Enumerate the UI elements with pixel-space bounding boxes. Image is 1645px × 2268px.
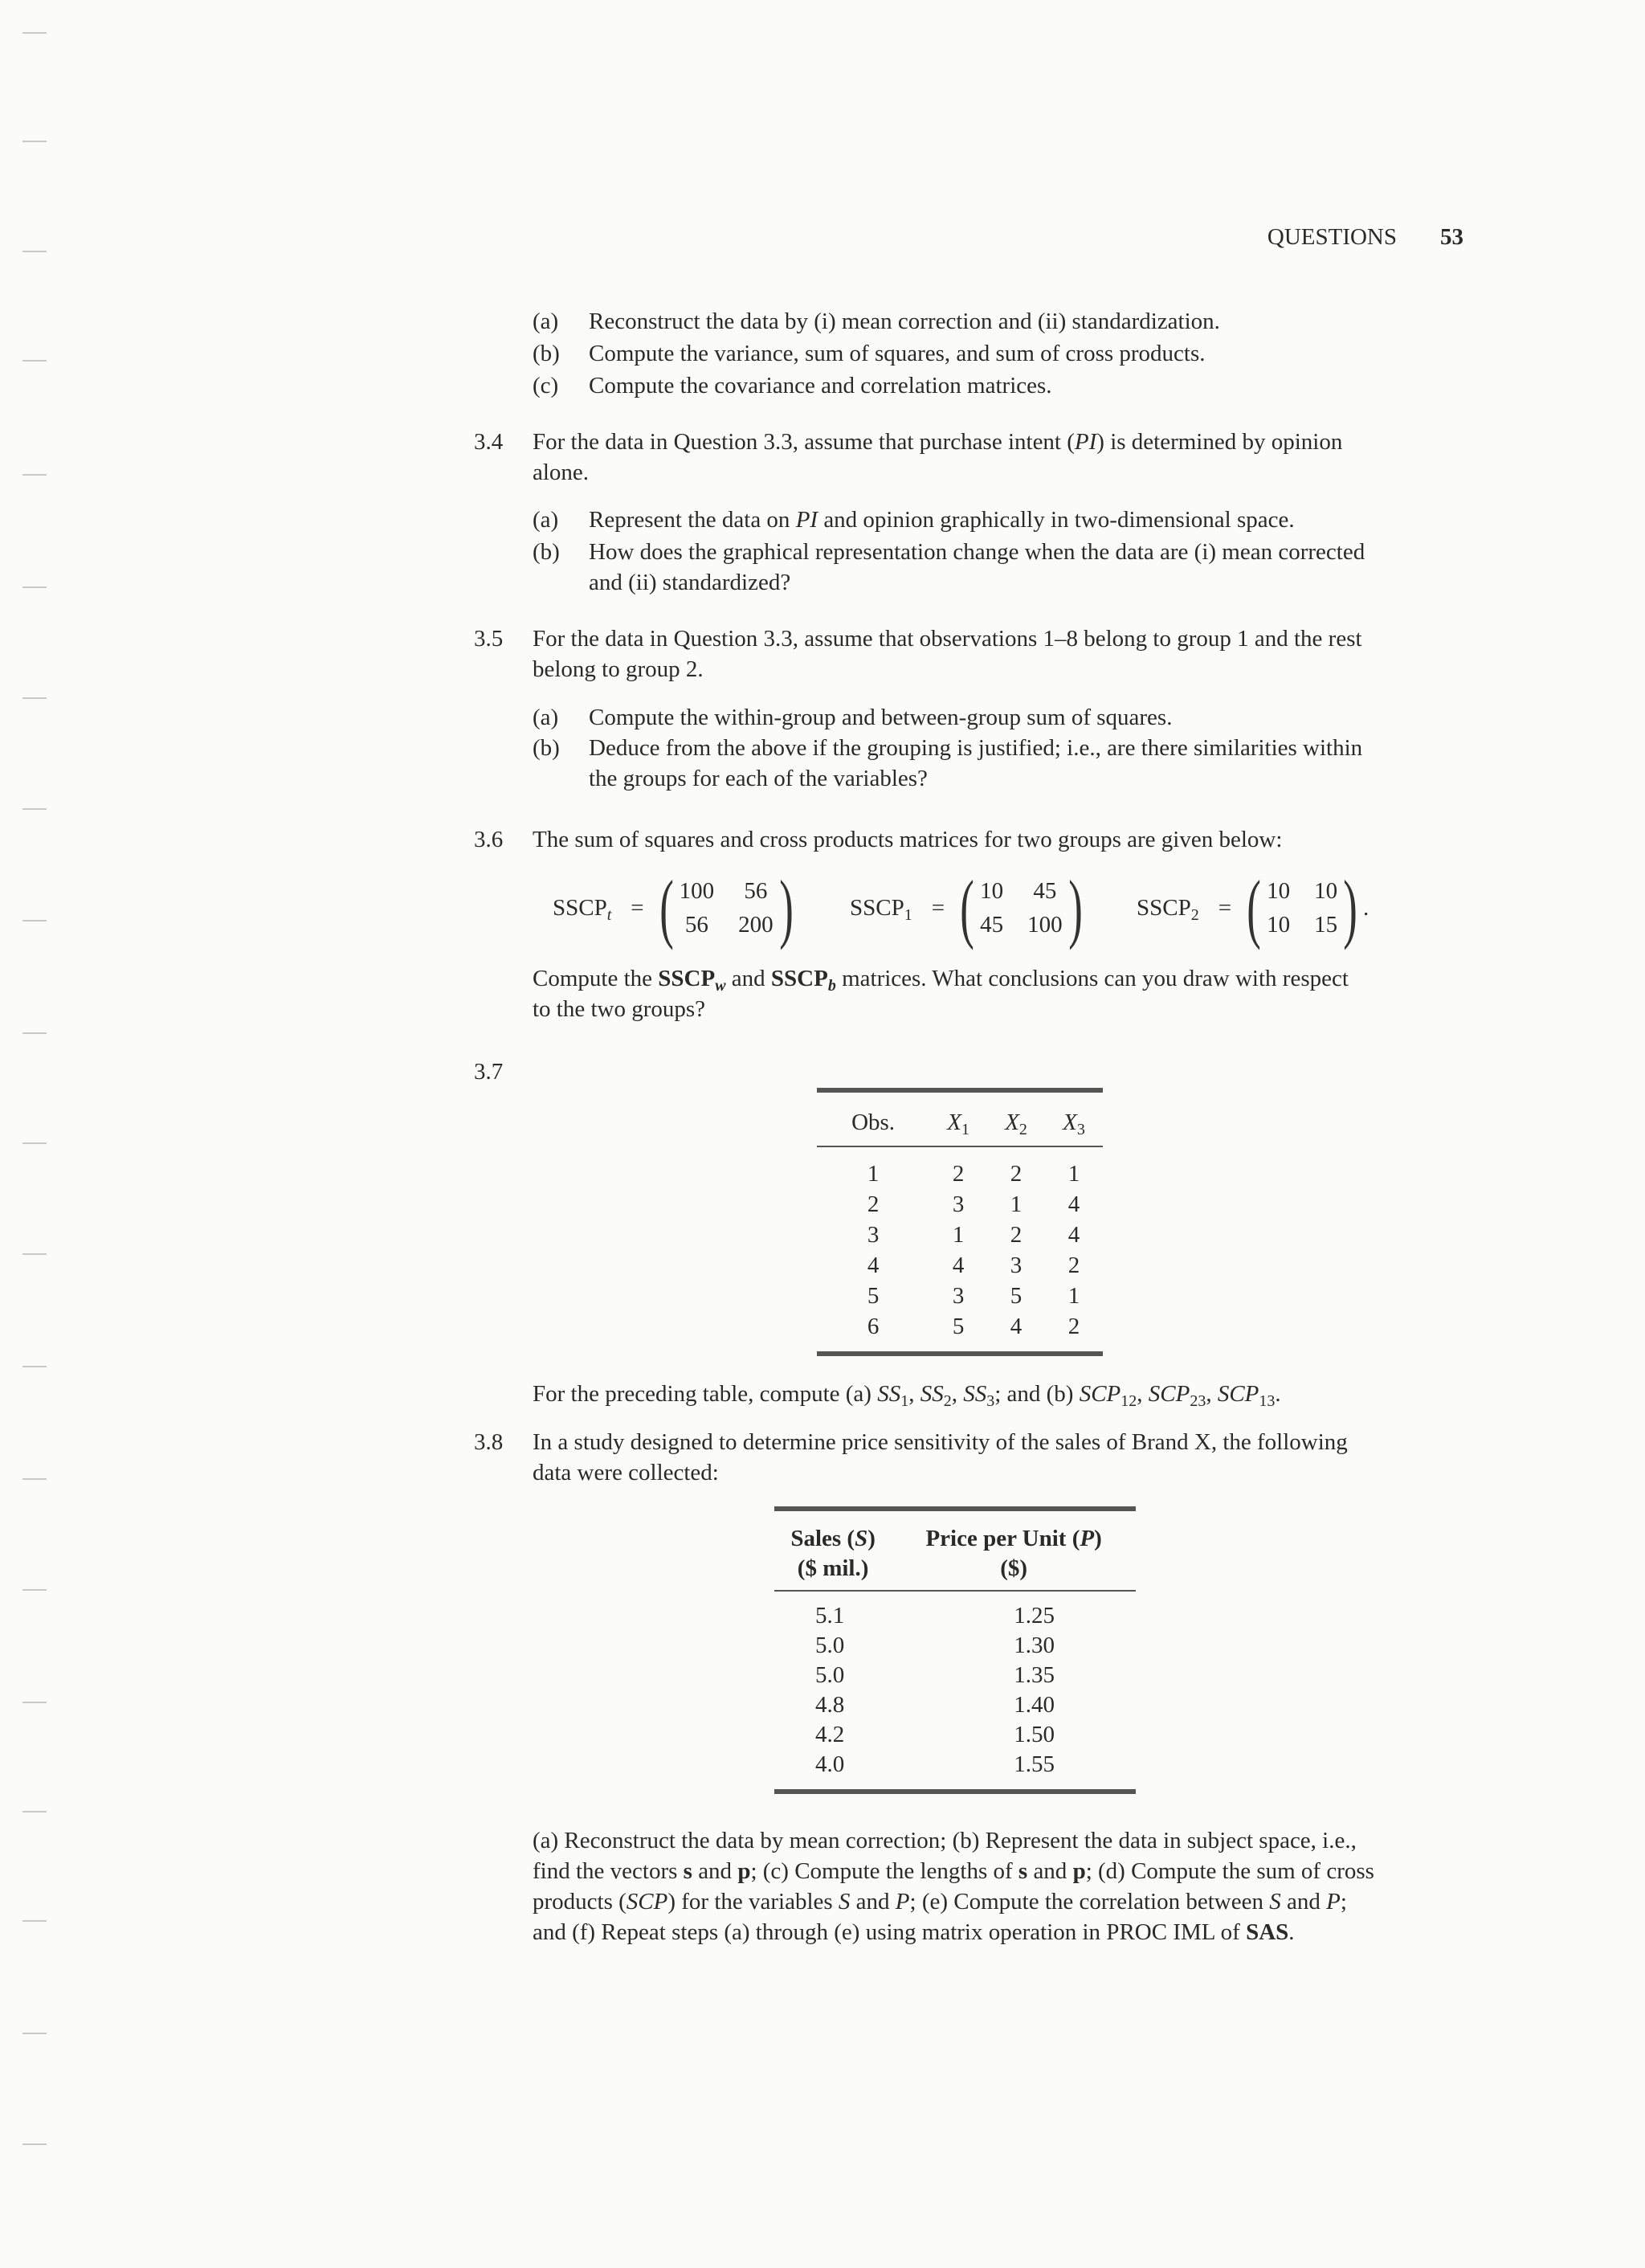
table-row — [774, 1720, 1136, 1750]
sales-cell: 5.0 — [815, 1633, 845, 1658]
part-text — [589, 733, 1461, 794]
text: Represent the data on — [589, 507, 796, 533]
q35-intro — [533, 623, 1461, 684]
part-label: (b) — [533, 539, 560, 565]
part-label: (a) — [533, 309, 559, 334]
matrix-sscp-1 — [850, 864, 1088, 950]
table-cell: 1 — [867, 1161, 880, 1187]
q35-part-a — [533, 702, 1461, 734]
sscp-b: SSCP — [770, 966, 828, 991]
text: Compute the — [533, 966, 659, 991]
sscp-w: SSCP — [658, 966, 716, 991]
price-cell: 1.35 — [1014, 1662, 1055, 1688]
cell: 10 — [1314, 878, 1338, 904]
left-paren: ( — [960, 864, 974, 950]
text: and (ii) standardized? — [589, 570, 791, 595]
table-row — [774, 1591, 1136, 1631]
cell: 45 — [1033, 878, 1057, 904]
section-title: QUESTIONS — [1267, 224, 1397, 250]
table-cell: 6 — [867, 1314, 880, 1339]
table-header-row — [817, 1090, 1103, 1146]
col-x1: $X_1$ — [929, 1090, 987, 1146]
table-cell: 2 — [867, 1191, 880, 1217]
matrix-name — [850, 893, 912, 923]
price-cell: 1.40 — [1014, 1692, 1055, 1718]
name: SSCP — [553, 895, 607, 921]
var-pi: PI — [1074, 429, 1097, 455]
sales-cell: 5.0 — [815, 1662, 845, 1688]
sales-cell: 4.0 — [815, 1751, 845, 1777]
cell: 56 — [744, 878, 768, 904]
question-number: 3.7 — [474, 1059, 504, 1085]
table-row — [817, 1281, 1103, 1311]
table-row — [817, 1311, 1103, 1354]
question-number: 3.5 — [474, 626, 504, 652]
matrix-sscp-t — [553, 864, 799, 950]
table-cell: 1 — [1067, 1283, 1080, 1309]
left-paren: ( — [1247, 864, 1261, 950]
table-row — [774, 1631, 1136, 1661]
cell: 45 — [980, 912, 1004, 938]
question-number: 3.6 — [474, 827, 504, 852]
matrix-name — [1137, 893, 1199, 923]
table-cell: 4 — [867, 1253, 880, 1278]
part-label: (b) — [533, 735, 560, 761]
cell: 10 — [1267, 878, 1291, 904]
q37-after: For the preceding table, compute (a) $SS_1$, $SS_2$, $SS_3$; and (b) $SCP_{12}$, $SCP_{23}$, $SCP_{13}$. — [533, 1381, 1281, 1410]
table-row — [817, 1250, 1103, 1281]
subscript: t — [606, 906, 612, 924]
part-text — [589, 537, 1461, 598]
intro-text: In a study designed to determine price sensitivity of the sales of Brand X, the following — [533, 1429, 1348, 1455]
table-cell: 2 — [1010, 1161, 1023, 1187]
cell: 100 — [679, 878, 715, 904]
page-number: 53 — [1440, 224, 1463, 250]
table-cell: 4 — [1010, 1314, 1023, 1339]
col-x2: $X_2$ — [987, 1090, 1045, 1146]
subscript: 2 — [1190, 906, 1199, 924]
q34-part-a — [533, 505, 1461, 537]
q33-part-b — [533, 338, 1461, 370]
intro-text: For the data in Question 3.3, assume that observations 1–8 belong to group 1 and the rest — [533, 626, 1362, 652]
q34-part-b — [533, 537, 1461, 601]
equals: = — [631, 895, 644, 921]
col-x3: $X_3$ — [1045, 1090, 1103, 1146]
table-cell: 3 — [867, 1222, 880, 1248]
var-pi: PI — [795, 507, 818, 533]
q38-table — [774, 1506, 1136, 1794]
table-cell: 3 — [952, 1191, 965, 1217]
matrix-values — [680, 874, 774, 942]
matrix-values — [1267, 874, 1337, 942]
price-cell: 1.25 — [1014, 1603, 1055, 1628]
text: How does the graphical representation change when the data are (i) mean corrected — [589, 539, 1365, 565]
table-row — [774, 1690, 1136, 1720]
part-text: Compute the within-group and between-group sum of squares. — [589, 705, 1173, 730]
right-paren: ) — [778, 864, 794, 950]
subscript: b — [827, 977, 836, 995]
right-paren: ) — [1343, 864, 1357, 950]
text: and — [725, 966, 771, 991]
q36-intro: The sum of squares and cross products matrices for two groups are given below: — [533, 827, 1283, 852]
cell: 200 — [738, 912, 774, 938]
q38-intro — [533, 1427, 1461, 1488]
part-text — [589, 505, 1461, 535]
unit: ($ mil.) — [797, 1555, 869, 1581]
subscript: w — [715, 977, 726, 995]
q33-part-a — [533, 306, 1461, 338]
table-cell: 1 — [1067, 1161, 1080, 1187]
margin-marks — [22, 0, 55, 2268]
question-number: 3.8 — [474, 1429, 504, 1455]
q33-part-c — [533, 370, 1461, 403]
matrix-name — [553, 893, 611, 923]
question-number: 3.4 — [474, 429, 504, 455]
text: to the two groups? — [533, 996, 706, 1022]
table-cell: 4 — [1067, 1222, 1080, 1248]
right-paren: ) — [1067, 864, 1083, 950]
intro-text: data were collected: — [533, 1460, 719, 1485]
table-cell: 2 — [1010, 1222, 1023, 1248]
cell: 10 — [980, 878, 1004, 904]
matrix-sscp-2 — [1137, 864, 1369, 950]
period: . — [1363, 895, 1369, 921]
equals: = — [931, 895, 945, 921]
q37-table — [817, 1088, 1103, 1356]
left-paren: ( — [659, 864, 674, 950]
table-row — [817, 1189, 1103, 1220]
table-cell: 5 — [952, 1314, 965, 1339]
table-cell: 4 — [952, 1253, 965, 1278]
table-row — [774, 1661, 1136, 1690]
table-cell: 5 — [867, 1283, 880, 1309]
name: SSCP — [1137, 895, 1191, 921]
table-cell: 1 — [952, 1222, 965, 1248]
text: matrices. What conclusions can you draw with respect — [835, 966, 1349, 991]
cell: 10 — [1267, 912, 1291, 938]
q34-intro — [533, 427, 1461, 488]
part-text: Compute the covariance and correlation matrices. — [589, 373, 1052, 398]
part-text: Compute the variance, sum of squares, and sum of cross products. — [589, 341, 1206, 366]
price-cell: 1.30 — [1014, 1633, 1055, 1658]
sales-cell: 4.2 — [815, 1722, 845, 1747]
page-header — [1267, 222, 1463, 252]
part-label: (a) — [533, 507, 559, 533]
table-cell: 5 — [1010, 1283, 1023, 1309]
table-cell: 2 — [1067, 1253, 1080, 1278]
part-label: (c) — [533, 373, 559, 398]
q36-after — [533, 963, 1461, 1024]
col-price: Price per Unit (P) ($) — [892, 1509, 1136, 1591]
part-label: (a) — [533, 705, 559, 730]
sales-cell: 4.8 — [815, 1692, 845, 1718]
col-obs: Obs. — [817, 1090, 929, 1146]
part-label: (b) — [533, 341, 560, 366]
equals: = — [1218, 895, 1232, 921]
table-row — [817, 1146, 1103, 1189]
cell: 56 — [684, 912, 708, 938]
sales-cell: 5.1 — [815, 1603, 845, 1628]
name: SSCP — [850, 895, 904, 921]
intro-text: alone. — [533, 460, 590, 485]
q35-part-b — [533, 733, 1461, 797]
cell: 15 — [1314, 912, 1338, 938]
price-cell: 1.50 — [1014, 1722, 1055, 1747]
cell: 100 — [1027, 912, 1063, 938]
subscript: 1 — [904, 906, 912, 924]
part-text: Reconstruct the data by (i) mean correction and (ii) standardization. — [589, 309, 1220, 334]
table-cell: 3 — [952, 1283, 965, 1309]
col-sales: Sales (S) ($ mil.) — [774, 1509, 892, 1591]
text: Deduce from the above if the grouping is justified; i.e., are there similarities within — [589, 735, 1363, 761]
table-cell: 3 — [1010, 1253, 1023, 1278]
unit: ($) — [1000, 1555, 1028, 1581]
matrix-values — [980, 874, 1063, 942]
intro-text: ) is determined by opinion — [1096, 429, 1343, 455]
price-cell: 1.55 — [1014, 1751, 1055, 1777]
table-cell: 2 — [952, 1161, 965, 1187]
text: and opinion graphically in two-dimensional space. — [818, 507, 1295, 533]
table-cell: 4 — [1067, 1191, 1080, 1217]
table-cell: 2 — [1067, 1314, 1080, 1339]
table-header-row — [774, 1509, 1136, 1591]
table-row — [817, 1220, 1103, 1250]
q38-after: (a) Reconstruct the data by mean correction; (b) Represent the data in subject space, i.e., find the vectors s and p; (c) Compute the lengths of s and p; (d) Compute the sum of cross products (SCP) for the variables S and P; (e) Compute the correlation between S and P; and (f) Repeat steps (a) through (e) using matrix operation in PROC IML of SAS. — [533, 1828, 1374, 1945]
table-cell: 1 — [1010, 1191, 1023, 1217]
intro-text: belong to group 2. — [533, 656, 704, 682]
text: the groups for each of the variables? — [589, 766, 928, 791]
table-row — [774, 1750, 1136, 1792]
intro-text: For the data in Question 3.3, assume that purchase intent ( — [533, 429, 1075, 455]
